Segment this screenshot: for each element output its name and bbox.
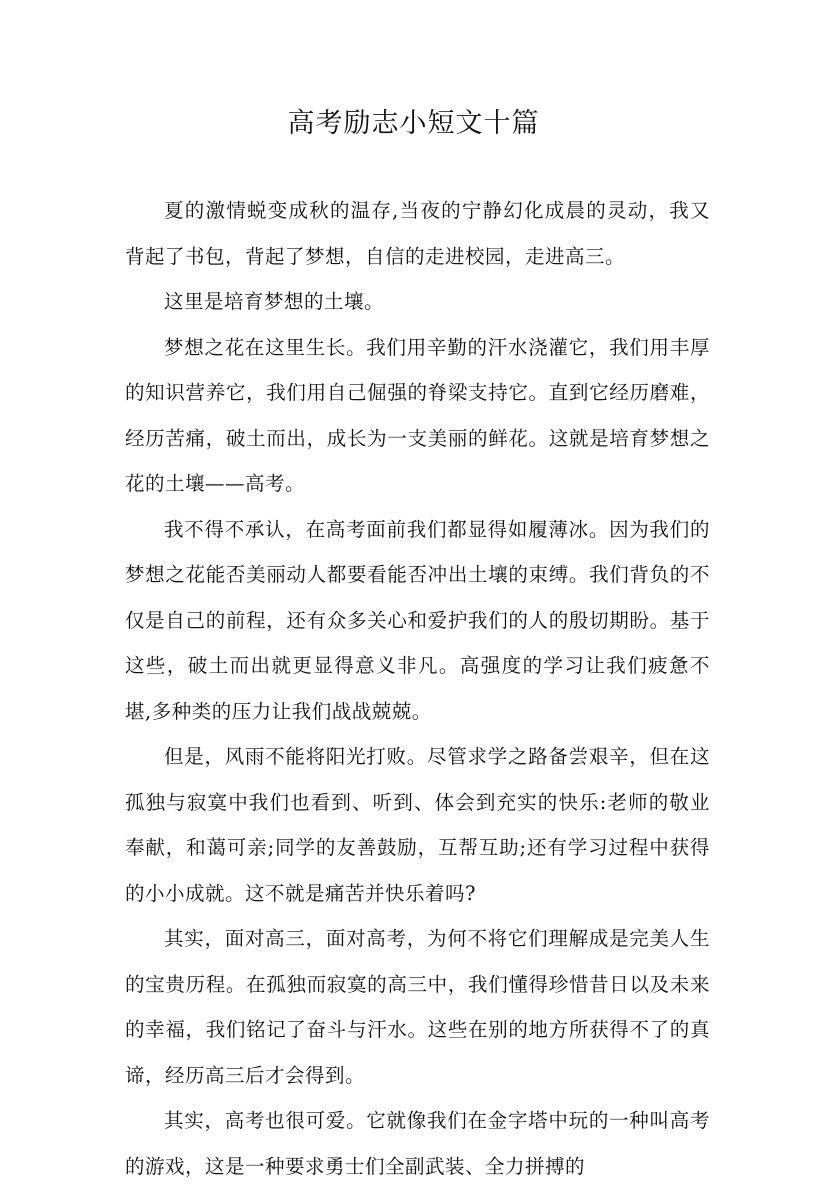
paragraph-7: 其实，高考也很可爱。它就像我们在金字塔中玩的一种叫高考的游戏，这是一种要求勇士们全副武装、全力拼搏的 [125,1109,710,1178]
document-title: 高考励志小短文十篇 [287,108,540,139]
paragraph-4: 我不得不承认，在高考面前我们都显得如履薄冰。因为我们的梦想之花能否美丽动人都要看能否冲出土壤的束缚。我们背负的不仅是自己的前程，还有众多关心和爱护我们的人的殷切期盼。基于这些，破土而出就更显得意义非凡。高强度的学习让我们疲惫不堪,多种类的压力让我们战战兢兢。 [125,517,710,723]
paragraph-6: 其实，面对高三，面对高考，为何不将它们理解成是完美人生的宝贵历程。在孤独而寂寞的高三中，我们懂得珍惜昔日以及未来的幸福，我们铭记了奋斗与汗水。这些在别的地方所获得不了的真谛，经历高三后才会得到。 [125,927,710,1087]
paragraph-1: 夏的激情蜕变成秋的温存,当夜的宁静幻化成晨的灵动，我又背起了书包，背起了梦想，自信的走进校园，走进高三。 [125,199,710,268]
paragraph-5: 但是，风雨不能将阳光打败。尽管求学之路备尝艰辛，但在这孤独与寂寞中我们也看到、听到、体会到充实的快乐:老师的敬业奉献，和蔼可亲;同学的友善鼓励，互帮互助;还有学习过程中获得的小小成就。这不就是痛苦并快乐着吗? [125,745,710,905]
document-body [125,188,710,1189]
paragraph-2: 这里是培育梦想的土壤。 [164,290,385,313]
paragraph-3: 梦想之花在这里生长。我们用辛勤的汗水浇灌它，我们用丰厚的知识营养它，我们用自己倔强的脊梁支持它。直到它经历磨难，经历苦痛，破土而出，成长为一支美丽的鲜花。这就是培育梦想之花的土壤——高考。 [125,335,710,495]
